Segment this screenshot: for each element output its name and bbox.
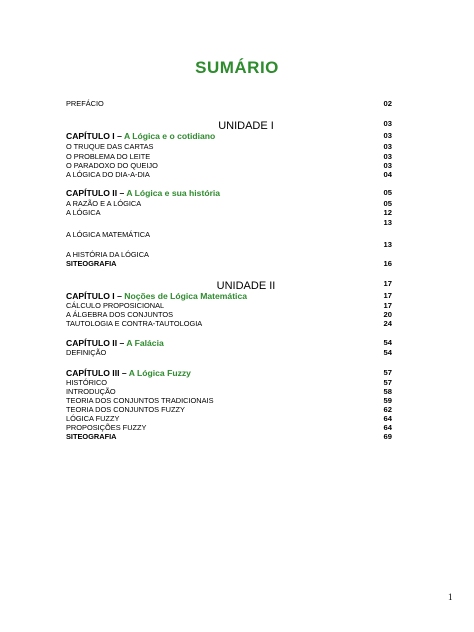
toc-entry-label: O PROBLEMA DO LEITE (66, 152, 151, 161)
chapter-subtitle: A Lógica e o cotidiano (123, 131, 216, 141)
toc-entry (66, 348, 392, 358)
toc-entry-page: 57 (383, 378, 392, 387)
toc-entry-page: 16 (383, 259, 392, 268)
toc-entry-label: O TRUQUE DAS CARTAS (66, 142, 154, 151)
toc-entry-prefacio (66, 99, 392, 109)
toc-entry-label: SITEOGRAFIA (66, 259, 117, 268)
toc-entry-page: 62 (383, 405, 392, 414)
toc-entry-page: 17 (383, 301, 392, 310)
toc-entry-page: 64 (383, 414, 392, 423)
toc-entry-label: HISTÓRICO (66, 378, 108, 387)
toc-entry (66, 208, 392, 218)
chapter-heading (66, 368, 392, 378)
toc-entry-page: 03 (383, 152, 392, 161)
toc-entry-siteografia (66, 259, 392, 269)
toc-entry-label: A LÓGICA DO DIA-A-DIA (66, 170, 150, 179)
chapter-label: CAPÍTULO II – (66, 338, 127, 348)
toc-entry-label: TAUTOLOGIA E CONTRA-TAUTOLOGIA (66, 319, 203, 328)
chapter-subtitle: A Falácia (126, 338, 164, 348)
toc-entry-label: A ÁLGEBRA DOS CONJUNTOS (66, 310, 174, 319)
toc-entry (66, 230, 392, 240)
toc-entry-page: 03 (383, 119, 392, 128)
toc-entry-label: SITEOGRAFIA (66, 432, 117, 441)
toc-entry-page: 17 (383, 291, 392, 300)
unit-title: UNIDADE II (216, 280, 276, 292)
toc-entry-page: 64 (383, 423, 392, 432)
toc-entry-page: 69 (383, 432, 392, 441)
toc-entry-page: 24 (383, 319, 392, 328)
chapter-label: CAPÍTULO I – (66, 291, 125, 301)
toc-entry-label: INTRODUÇÃO (66, 387, 116, 396)
toc-entry (66, 170, 392, 180)
page-title: SUMÁRIO (195, 58, 279, 77)
toc-entry-label: A LÓGICA MATEMÁTICA (66, 230, 151, 239)
chapter-heading (66, 338, 392, 348)
toc-entry-page: 54 (383, 348, 392, 357)
chapter-subtitle: Noções de Lógica Matemática (124, 291, 248, 301)
toc-entry-page: 17 (383, 279, 392, 288)
toc-entry (66, 240, 392, 250)
chapter-label: CAPÍTULO II – (66, 188, 127, 198)
toc-entry-label: TEORIA DOS CONJUNTOS TRADICIONAIS (66, 396, 214, 405)
toc-entry-label: A RAZÃO E A LÓGICA (66, 199, 142, 208)
toc-entry-page: 54 (383, 338, 392, 347)
chapter-label: CAPÍTULO III – (66, 368, 129, 378)
chapter-heading (66, 188, 392, 198)
toc-entry-page: 03 (383, 131, 392, 140)
toc-entry-page: 05 (383, 199, 392, 208)
toc-entry-label: LÓGICA FUZZY (66, 414, 120, 423)
chapter-subtitle: A Lógica Fuzzy (128, 368, 191, 378)
toc-entry-label: O PARADOXO DO QUEIJO (66, 161, 158, 170)
toc-entry-label: DEFINIÇÃO (66, 348, 107, 357)
chapter-heading (66, 291, 392, 301)
toc-entry-label: A HISTÓRIA DA LÓGICA (66, 250, 149, 259)
toc-entry-page: 02 (383, 99, 392, 108)
toc-entry-page: 13 (383, 240, 392, 249)
toc-entry-page: 03 (383, 161, 392, 170)
toc-entry-page: 13 (383, 218, 392, 227)
toc-entry-page: 12 (383, 208, 392, 217)
toc-entry-label: CÁLCULO PROPOSICIONAL (66, 301, 165, 310)
toc-entry (66, 319, 392, 329)
toc-entry-label: TEORIA DOS CONJUNTOS FUZZY (66, 405, 185, 414)
chapter-subtitle: A Lógica e sua história (126, 188, 221, 198)
toc-entry-label: A LÓGICA (66, 208, 101, 217)
chapter-label: CAPÍTULO I – (66, 131, 124, 141)
chapter-heading (66, 131, 392, 141)
toc-entry-page: 20 (383, 310, 392, 319)
toc-entry-page: 04 (383, 170, 392, 179)
toc-entry (66, 142, 392, 152)
toc-entry-page: 58 (383, 387, 392, 396)
unit-title: UNIDADE I (218, 120, 274, 132)
toc-entry-label: PROPOSIÇÕES FUZZY (66, 423, 147, 432)
toc-entry-label: PREFÁCIO (66, 99, 104, 108)
toc-entry-page: 59 (383, 396, 392, 405)
toc-entry-siteografia (66, 432, 392, 442)
toc-entry-page: 03 (383, 142, 392, 151)
toc-entry (66, 218, 392, 228)
toc-entry-page: 57 (383, 368, 392, 377)
page-number: 1 (448, 592, 453, 602)
toc-entry-page: 05 (383, 188, 392, 197)
